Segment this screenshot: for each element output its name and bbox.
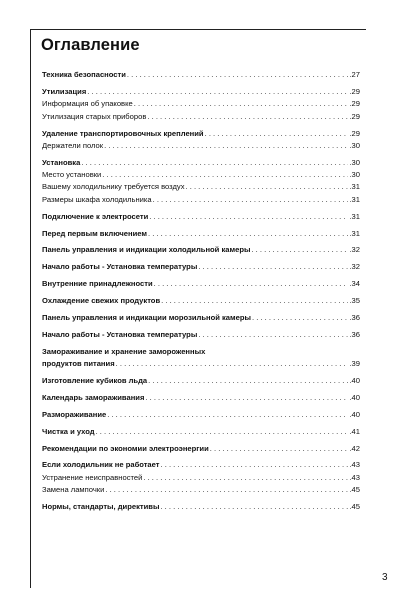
toc-entry [42, 84, 360, 96]
toc-entry-page: .29 [349, 111, 360, 121]
toc-entry-page: .31 [349, 211, 360, 221]
toc-leader-dots [148, 229, 348, 238]
toc-entry-page: .39 [349, 359, 360, 369]
toc-leader-dots [186, 182, 349, 191]
toc-entry-title: Внутренние принадлежности [42, 279, 153, 289]
toc-leader-dots [116, 359, 349, 368]
toc-entry [42, 310, 360, 322]
toc-leader-dots [147, 112, 348, 121]
toc-entry [42, 469, 360, 481]
page-title: Оглавление [41, 36, 140, 54]
toc-entry-page: .36 [349, 329, 360, 339]
toc-entry-page: .32 [349, 245, 360, 255]
toc-entry [42, 327, 360, 339]
toc-entry-page: .43 [349, 460, 360, 470]
toc-entry [42, 356, 360, 368]
toc-leader-dots [198, 330, 348, 339]
toc-leader-dots [161, 296, 348, 305]
toc-entry-title: Техника безопасности [42, 70, 126, 80]
toc-leader-dots [148, 376, 348, 385]
toc-entry [42, 167, 360, 179]
toc-entry [42, 96, 360, 108]
toc-entry-title: Перед первым включением [42, 228, 148, 238]
toc-entry-page: .29 [349, 128, 360, 138]
toc-entry [42, 125, 360, 137]
toc-entry [42, 499, 360, 511]
toc-entry-title: Замена лампочки [42, 485, 105, 494]
toc-entry-title: Чистка и уход [42, 426, 95, 436]
toc-leader-dots [161, 460, 349, 469]
toc-leader-dots [252, 313, 348, 322]
toc-entry-title: Изготовление кубиков льда [42, 375, 148, 385]
toc-entry-title: Подключение к электросети [42, 211, 149, 221]
toc-entry [42, 440, 360, 452]
toc-leader-dots [107, 410, 348, 419]
toc-entry [42, 179, 360, 191]
toc-entry-page: .35 [349, 296, 360, 306]
toc-entry-page: .30 [349, 157, 360, 167]
toc-entry-title: Удаление транспортировочных креплений [42, 128, 204, 138]
toc-leader-dots [154, 279, 349, 288]
table-of-contents [42, 67, 360, 511]
toc-entry [42, 343, 360, 355]
toc-entry-page: .41 [349, 426, 360, 436]
toc-entry-page: .31 [349, 228, 360, 238]
toc-entry-title: Нормы, стандарты, директивы [42, 501, 160, 511]
toc-leader-dots [127, 70, 349, 79]
toc-entry-title: Размеры шкафа холодильника [42, 194, 152, 204]
toc-entry-title: Место установки [42, 170, 102, 180]
page-number: 3 [382, 572, 388, 583]
toc-entry-title: Панель управления и индикации холодильной камеры [42, 245, 251, 255]
toc-entry [42, 373, 360, 385]
toc-entry-title: Рекомендации по экономии электроэнергии [42, 443, 209, 453]
toc-leader-dots [134, 99, 349, 108]
toc-entry [42, 457, 360, 469]
toc-leader-dots [105, 485, 348, 494]
toc-entry-title: продуктов питания [42, 359, 115, 369]
toc-entry-title: Если холодильник не работает [42, 460, 160, 470]
toc-entry [42, 423, 360, 435]
toc-entry-title: Утилизация [42, 87, 87, 97]
toc-entry-title: Вашему холодильнику требуется воздух [42, 182, 185, 192]
toc-entry-page: .42 [349, 443, 360, 453]
toc-entry-page: .31 [349, 194, 360, 204]
toc-entry [42, 138, 360, 150]
toc-entry [42, 242, 360, 254]
toc-entry-page: .27 [349, 70, 360, 80]
toc-leader-dots [87, 87, 348, 96]
toc-leader-dots [104, 141, 348, 150]
toc-entry-page: .45 [349, 485, 360, 494]
toc-entry-title: Устранение неисправностей [42, 472, 143, 482]
toc-entry [42, 259, 360, 271]
toc-entry-page: .29 [349, 87, 360, 97]
toc-leader-dots [102, 170, 348, 179]
toc-leader-dots [210, 444, 349, 453]
toc-leader-dots [81, 158, 348, 167]
toc-entry-page: .40 [349, 409, 360, 419]
toc-entry-page: .32 [349, 262, 360, 272]
toc-leader-dots [96, 427, 349, 436]
toc-entry-page: .31 [349, 182, 360, 192]
toc-leader-dots [160, 502, 348, 511]
toc-entry [42, 293, 360, 305]
toc-leader-dots [145, 393, 348, 402]
toc-entry-page: .40 [349, 375, 360, 385]
toc-entry [42, 208, 360, 220]
toc-entry [42, 276, 360, 288]
toc-leader-dots [205, 129, 349, 138]
toc-leader-dots [251, 245, 348, 254]
toc-leader-dots [198, 262, 348, 271]
toc-entry-title: Замораживание и хранение замороженных [42, 346, 206, 356]
toc-entry-title: Информация об упаковке [42, 99, 133, 109]
toc-entry-page: .29 [349, 99, 360, 109]
toc-entry-title: Размораживание [42, 409, 107, 419]
toc-entry-page: .36 [349, 312, 360, 322]
toc-entry [42, 67, 360, 79]
toc-entry-title: Установка [42, 157, 81, 167]
toc-entry [42, 155, 360, 167]
toc-entry-title: Утилизация старых приборов [42, 111, 147, 121]
toc-entry-title: Календарь замораживания [42, 392, 145, 402]
toc-entry [42, 225, 360, 237]
toc-entry-page: .43 [349, 472, 360, 482]
toc-leader-dots [149, 212, 348, 221]
toc-entry-page: .45 [349, 501, 360, 511]
toc-entry-title: Начало работы - Установка температуры [42, 329, 198, 339]
toc-entry-title: Охлаждение свежих продуктов [42, 296, 161, 306]
toc-entry-title: Панель управления и индикации морозильной камеры [42, 312, 251, 322]
toc-entry [42, 108, 360, 120]
toc-entry-page: .30 [349, 140, 360, 150]
toc-entry-title: Начало работы - Установка температуры [42, 262, 198, 272]
toc-entry-page: .34 [349, 279, 360, 289]
toc-entry [42, 390, 360, 402]
toc-entry-page: .40 [349, 392, 360, 402]
toc-entry [42, 482, 360, 494]
toc-leader-dots [153, 195, 349, 204]
toc-entry [42, 191, 360, 203]
toc-entry-page: .30 [349, 170, 360, 180]
toc-leader-dots [143, 473, 348, 482]
toc-entry [42, 406, 360, 418]
toc-entry-title: Держатели полок [42, 140, 104, 150]
